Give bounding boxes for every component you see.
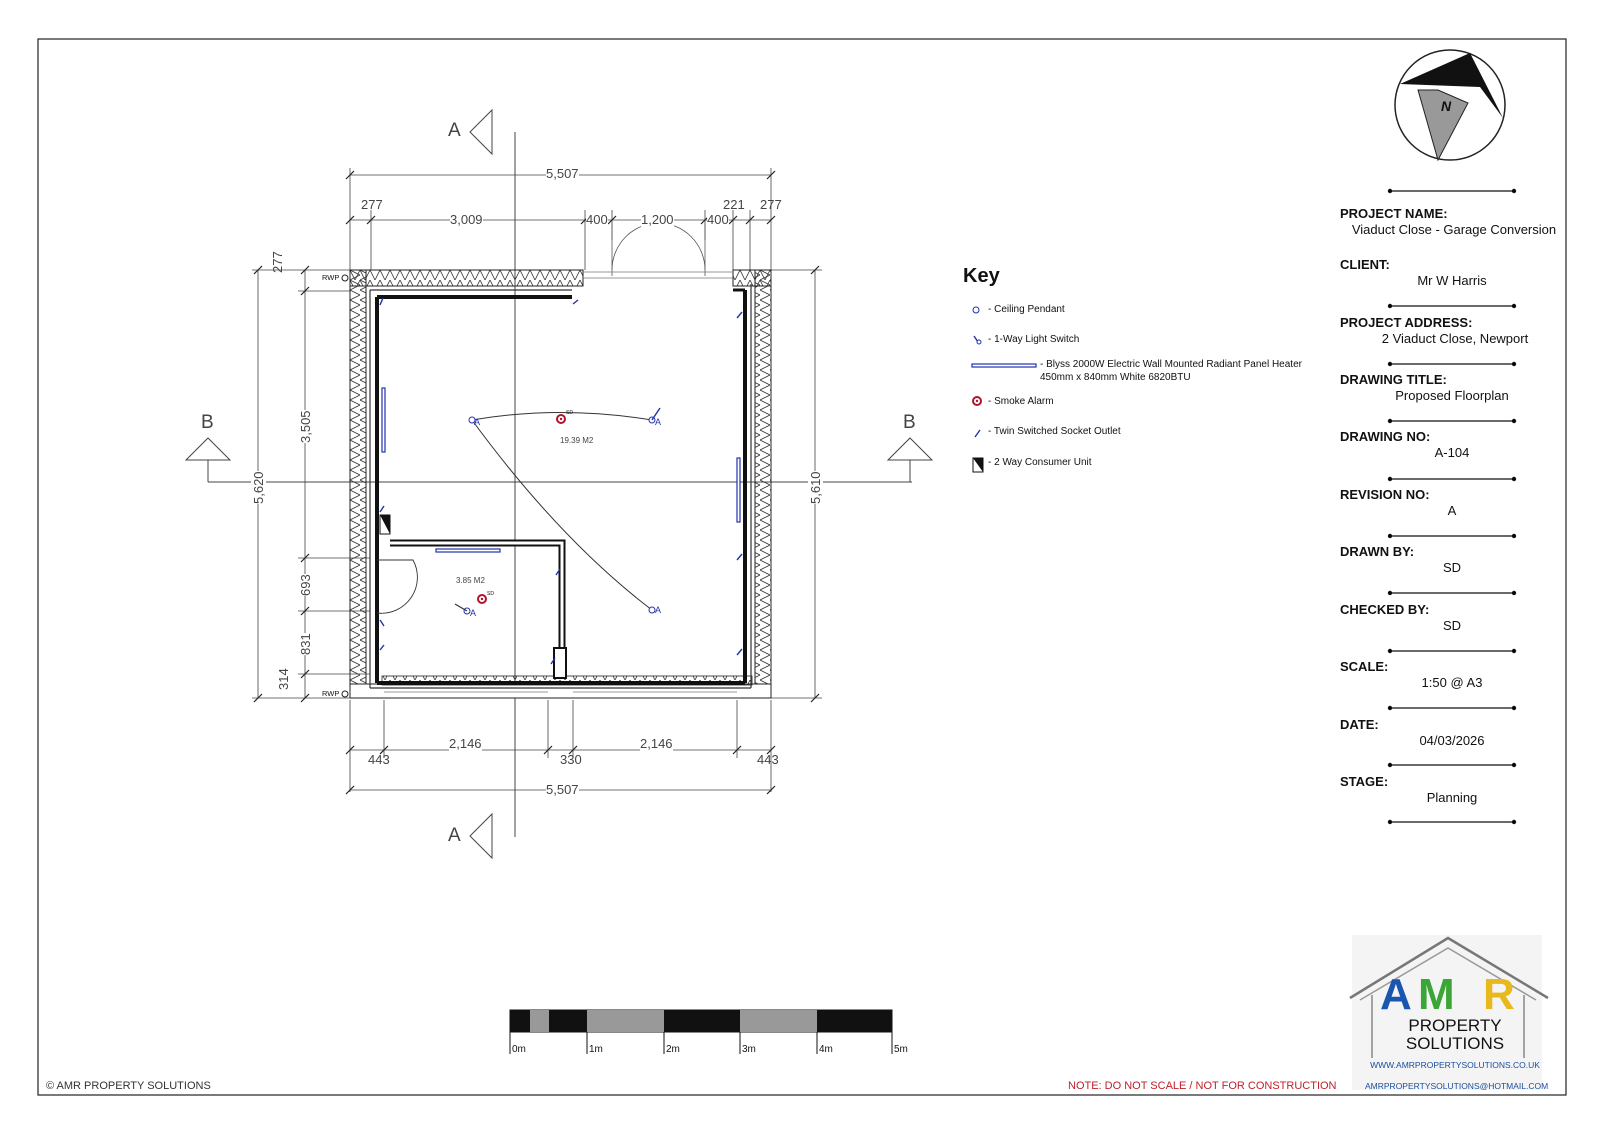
dim-left-3505: 3,505 bbox=[298, 410, 313, 443]
dim-overall-bottom: 5,507 bbox=[546, 782, 579, 797]
scale-bar-label: 3m bbox=[742, 1044, 756, 1055]
logo-letter-a: A bbox=[1380, 970, 1412, 1019]
dim-left-overall: 5,620 bbox=[251, 471, 266, 504]
dim-bottom-330: 330 bbox=[560, 752, 582, 767]
dim-top-1200: 1,200 bbox=[641, 212, 674, 227]
stage-value: Planning bbox=[1426, 790, 1478, 805]
pendant-tag: A bbox=[474, 417, 481, 427]
dim-top-400-right: 400 bbox=[707, 212, 729, 227]
socket-outlet-icon bbox=[380, 298, 383, 305]
drawn-by-label: DRAWN BY: bbox=[1340, 544, 1415, 559]
client-value: Mr W Harris bbox=[1417, 273, 1487, 288]
stage-label: STAGE: bbox=[1340, 774, 1389, 789]
dim-bottom-443-right: 443 bbox=[757, 752, 779, 767]
drawing-no-value: A-104 bbox=[1434, 445, 1470, 460]
key-item-label-2: 450mm x 840mm White 6820BTU bbox=[1040, 372, 1191, 383]
dim-bottom-2146-right: 2,146 bbox=[640, 736, 673, 751]
dim-left-277: 277 bbox=[270, 251, 285, 273]
dim-left-314: 314 bbox=[276, 668, 291, 690]
dim-right-overall: 5,610 bbox=[808, 471, 823, 504]
north-label: N bbox=[1441, 98, 1452, 114]
logo-email[interactable]: AMRPROPERTYSOLUTIONS@HOTMAIL.COM bbox=[1365, 1081, 1549, 1091]
key-item-label: - Smoke Alarm bbox=[988, 396, 1054, 407]
scale-value: 1:50 @ A3 bbox=[1421, 675, 1483, 690]
dim-overall-top: 5,507 bbox=[546, 166, 579, 181]
socket-outlet-icon bbox=[737, 312, 742, 318]
smoke-tag: SD bbox=[487, 591, 494, 597]
drawn-by-value: SD bbox=[1442, 560, 1462, 575]
project-name-value: Viaduct Close - Garage Conversion bbox=[1351, 222, 1557, 237]
room-area-main: 19.39 M2 bbox=[560, 436, 594, 445]
key-icons bbox=[972, 307, 1036, 472]
logo-letter-r: R bbox=[1483, 970, 1515, 1019]
scale-bar-label: 1m bbox=[589, 1044, 603, 1055]
smoke-tag: SD bbox=[566, 410, 573, 416]
drawing-no-label: DRAWING NO: bbox=[1340, 429, 1431, 444]
rwp-top-icon bbox=[342, 275, 348, 281]
dim-top-221: 221 bbox=[723, 197, 745, 212]
scale-bar-label: 2m bbox=[666, 1044, 680, 1055]
logo-letter-m: M bbox=[1418, 970, 1455, 1019]
date-value: 04/03/2026 bbox=[1419, 733, 1485, 748]
rwp-label-top: RWP bbox=[322, 273, 340, 282]
socket-outlet-icon bbox=[573, 300, 578, 304]
scale-bar-label: 4m bbox=[819, 1044, 833, 1055]
socket-outlet-icon bbox=[737, 649, 742, 655]
dim-top-400-left: 400 bbox=[586, 212, 608, 227]
sheet-border bbox=[38, 39, 1566, 1095]
pendant-tag: A bbox=[655, 605, 662, 615]
logo-line1: PROPERTY bbox=[1408, 1016, 1502, 1035]
floorplan bbox=[350, 223, 771, 698]
logo-website[interactable]: WWW.AMRPROPERTYSOLUTIONS.CO.UK bbox=[1370, 1060, 1540, 1070]
key-item-label: - Ceiling Pendant bbox=[988, 304, 1065, 315]
room-area-small: 3.85 M2 bbox=[456, 576, 485, 585]
pendant-tag: A bbox=[655, 417, 662, 427]
scale-label: SCALE: bbox=[1340, 659, 1389, 674]
project-name-label: PROJECT NAME: bbox=[1340, 206, 1448, 221]
dim-top-277-right: 277 bbox=[760, 197, 782, 212]
scale-bar bbox=[510, 1010, 892, 1054]
client-label: CLIENT: bbox=[1340, 257, 1390, 272]
section-label-b-right: B bbox=[903, 412, 916, 433]
heater-right bbox=[737, 458, 740, 522]
date-label: DATE: bbox=[1340, 717, 1379, 732]
light-switch-icon bbox=[455, 604, 467, 611]
checked-by-value: SD bbox=[1442, 618, 1462, 633]
socket-outlet-icon bbox=[380, 620, 384, 626]
heater-left bbox=[382, 388, 385, 452]
dim-left-693: 693 bbox=[298, 574, 313, 596]
key-item-label: - Twin Switched Socket Outlet bbox=[988, 426, 1121, 437]
key-item-label: - Blyss 2000W Electric Wall Mounted Radiant Panel Heater bbox=[1040, 359, 1302, 370]
drawing-title-value: Proposed Floorplan bbox=[1395, 388, 1509, 403]
dim-bottom-2146-left: 2,146 bbox=[449, 736, 482, 751]
heater-small-room bbox=[436, 549, 500, 552]
revision-value: A bbox=[1447, 503, 1457, 518]
key-title: Key bbox=[963, 265, 1000, 287]
dim-bottom-443-left: 443 bbox=[368, 752, 390, 767]
dim-top-277-left: 277 bbox=[361, 197, 383, 212]
section-label-a-bottom: A bbox=[448, 825, 461, 846]
drawing-title-label: DRAWING TITLE: bbox=[1340, 372, 1447, 387]
key-item-label: - 1-Way Light Switch bbox=[988, 334, 1080, 345]
pendant-tag: A bbox=[470, 608, 477, 618]
scale-bar-label: 0m bbox=[512, 1044, 526, 1055]
copyright: © AMR PROPERTY SOLUTIONS bbox=[46, 1080, 211, 1092]
rwp-label-bottom: RWP bbox=[322, 689, 340, 698]
logo-line2: SOLUTIONS bbox=[1405, 1034, 1505, 1053]
section-label-b-left: B bbox=[201, 412, 214, 433]
address-label: PROJECT ADDRESS: bbox=[1340, 315, 1473, 330]
revision-label: REVISION NO: bbox=[1340, 487, 1430, 502]
checked-by-label: CHECKED BY: bbox=[1340, 602, 1430, 617]
scale-bar-label: 5m bbox=[894, 1044, 908, 1055]
socket-outlet-icon bbox=[380, 645, 384, 650]
not-to-scale-note: NOTE: DO NOT SCALE / NOT FOR CONSTRUCTION bbox=[1068, 1080, 1337, 1092]
socket-outlet-icon bbox=[737, 554, 742, 560]
dim-left-831: 831 bbox=[298, 633, 313, 655]
key-item-label: - 2 Way Consumer Unit bbox=[988, 457, 1092, 468]
section-label-a-top: A bbox=[448, 120, 461, 141]
address-value: 2 Viaduct Close, Newport bbox=[1381, 331, 1529, 346]
dim-top-3009: 3,009 bbox=[450, 212, 483, 227]
rwp-bottom-icon bbox=[342, 691, 348, 697]
socket-outlet-icon bbox=[380, 506, 384, 512]
